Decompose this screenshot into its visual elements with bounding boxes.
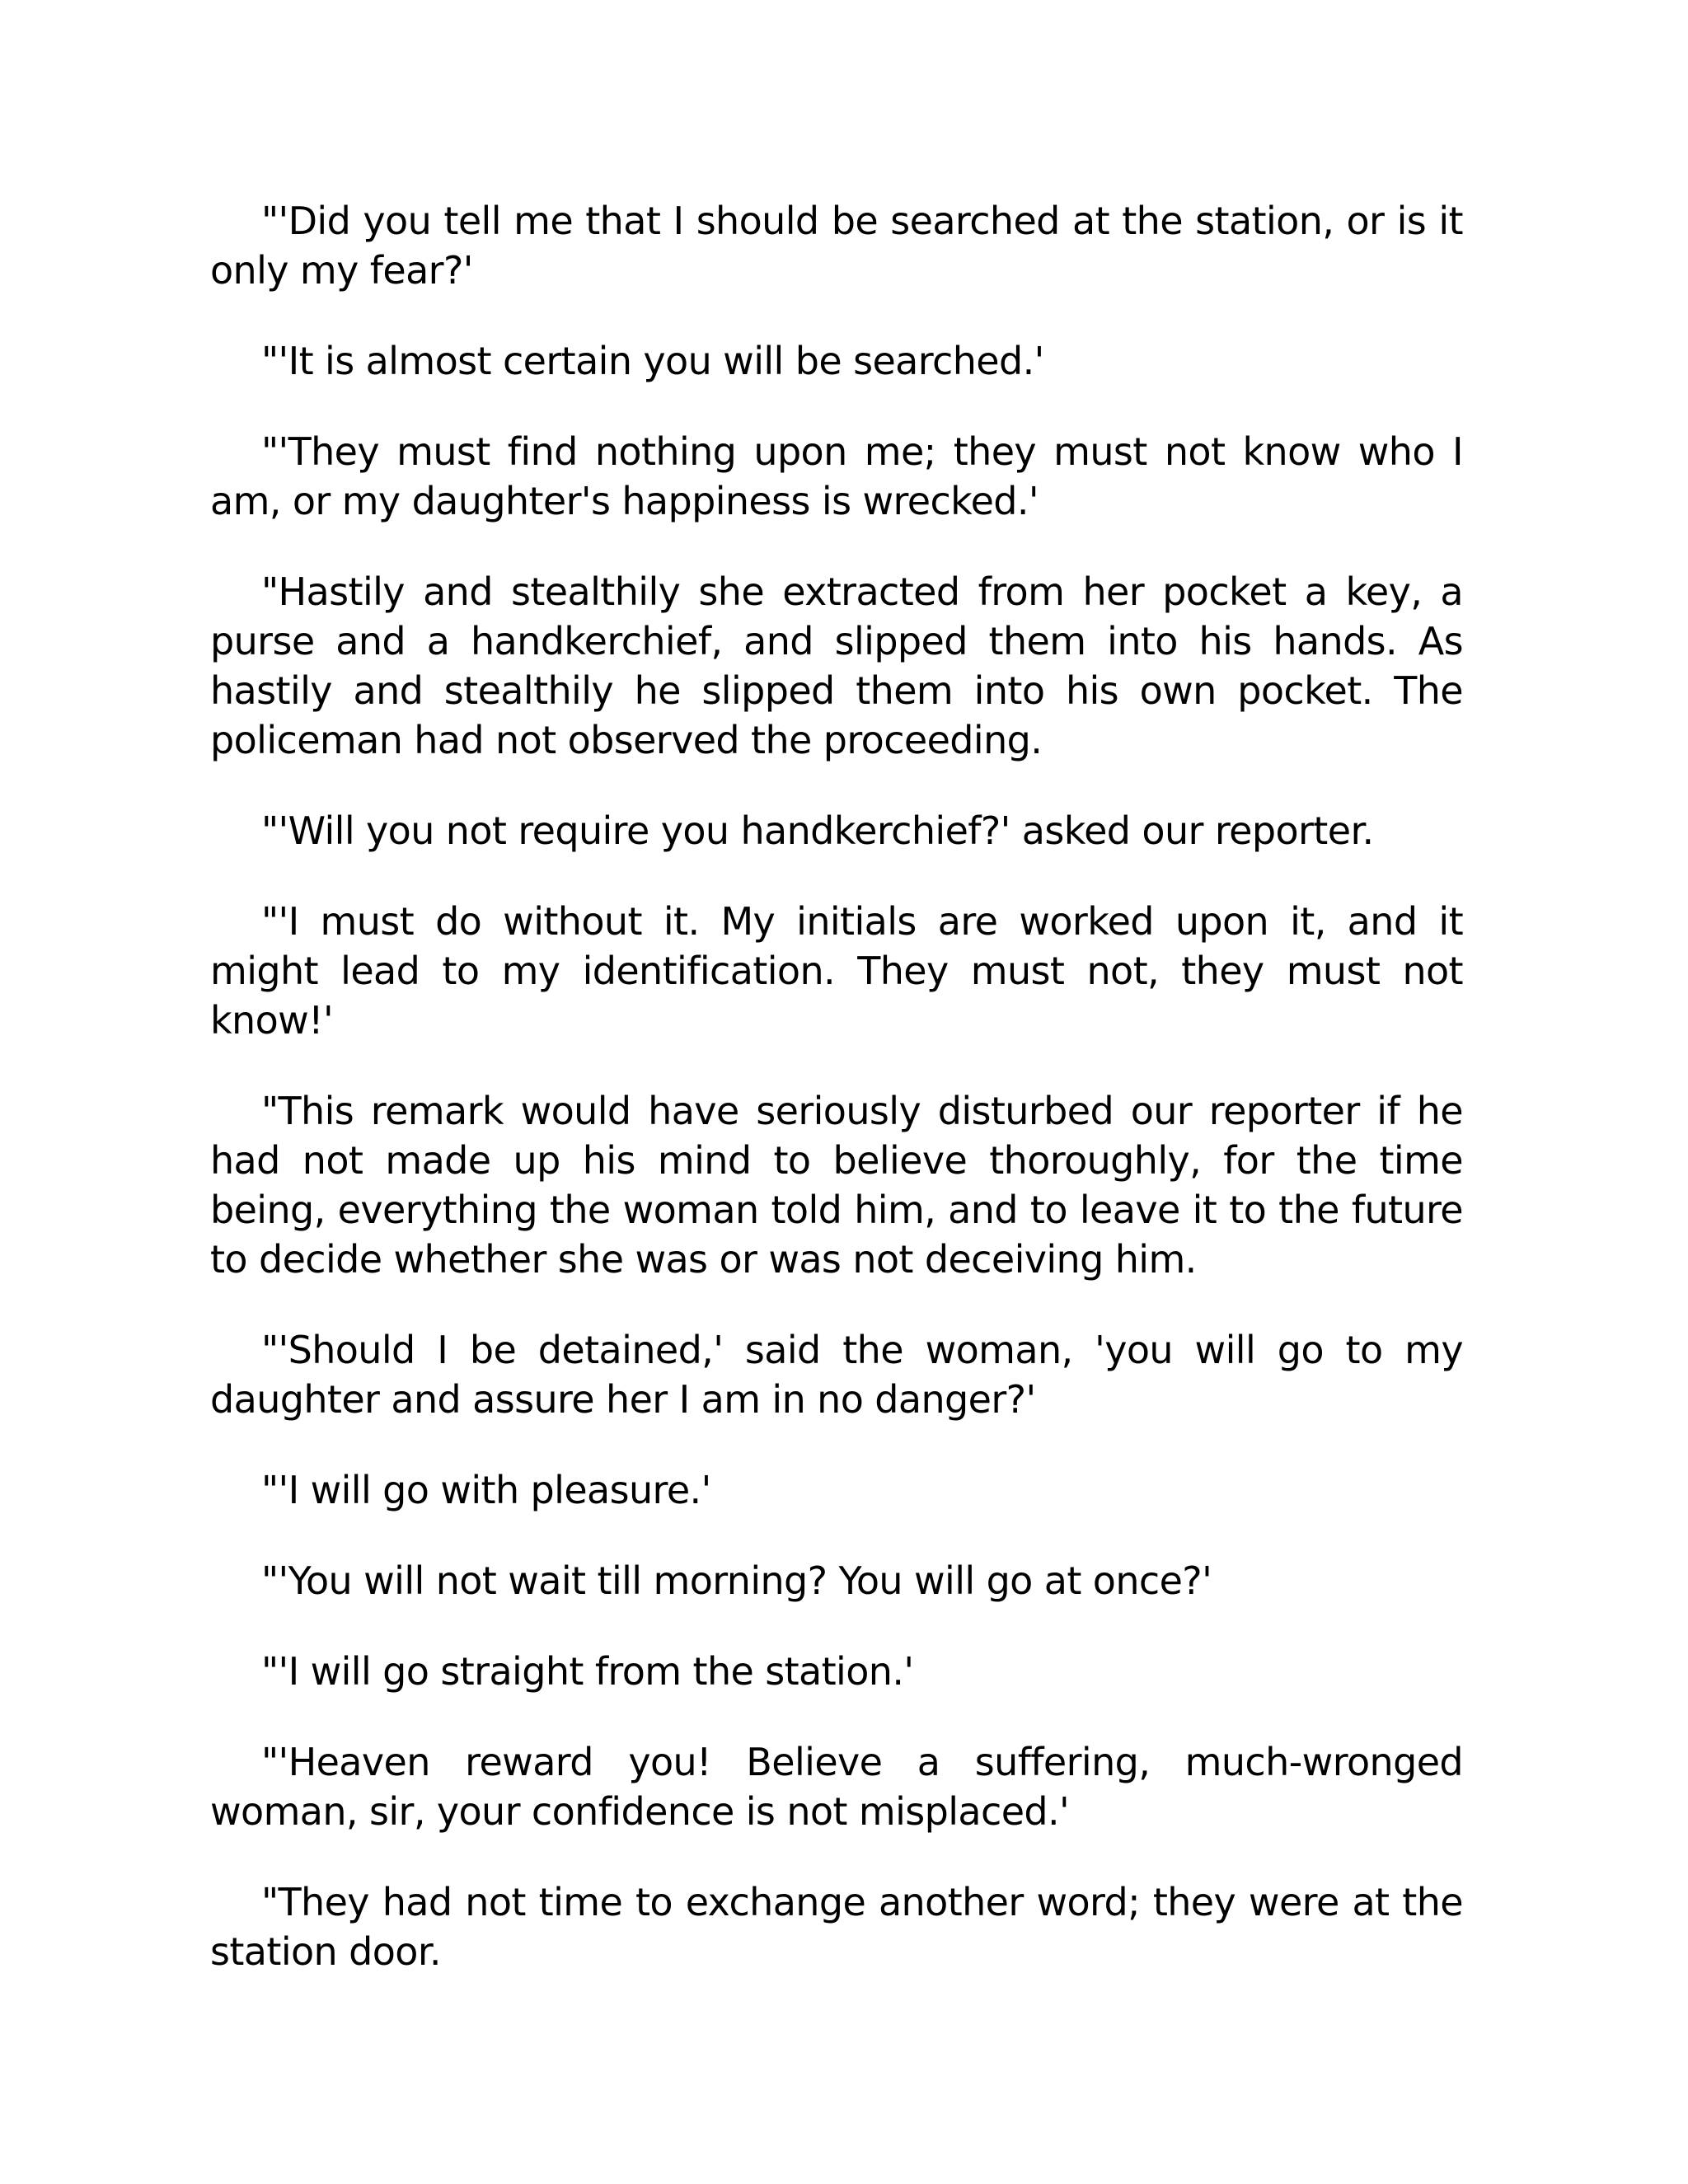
paragraph-1: "'Did you tell me that I should be searched at the station, or is it only my fear?' — [210, 199, 1463, 293]
paragraph-2: "'It is almost certain you will be searched.' — [261, 339, 1044, 383]
paragraph-7: "This remark would have seriously disturbed our reporter if he had not made up his mind to believe thoroughly, for the time being, everything the woman told him, and to leave it to the future to decide whether she was or was not deceiving him. — [210, 1089, 1463, 1282]
paragraph-13: "They had not time to exchange another word; they were at the station door. — [210, 1880, 1463, 1974]
paragraph-3: "'They must find nothing upon me; they must not know who I am, or my daughter's happiness is wrecked.' — [210, 429, 1463, 523]
paragraph-9: "'I will go with pleasure.' — [261, 1468, 711, 1512]
paragraph-6: "'I must do without it. My initials are worked upon it, and it might lead to my identification. They must not, they must not know!' — [210, 899, 1463, 1043]
paragraph-8: "'Should I be detained,' said the woman, 'you will go to my daughter and assure her I am in no danger?' — [210, 1328, 1463, 1422]
paragraph-11: "'I will go straight from the station.' — [261, 1649, 914, 1694]
paragraph-10: "'You will not wait till morning? You will go at once?' — [261, 1558, 1212, 1603]
paragraph-4: "Hastily and stealthily she extracted from her pocket a key, a purse and a handkerchief, and slipped them into his hands. As hastily and stealthily he slipped them into his own pocket. The policeman had not observed the proceeding. — [210, 569, 1463, 762]
paragraph-12: "'Heaven reward you! Believe a suffering, much-wronged woman, sir, your confidence is not misplaced.' — [210, 1740, 1463, 1834]
paragraph-5: "'Will you not require you handkerchief?' asked our reporter. — [261, 808, 1374, 853]
story-text — [210, 196, 1463, 2018]
